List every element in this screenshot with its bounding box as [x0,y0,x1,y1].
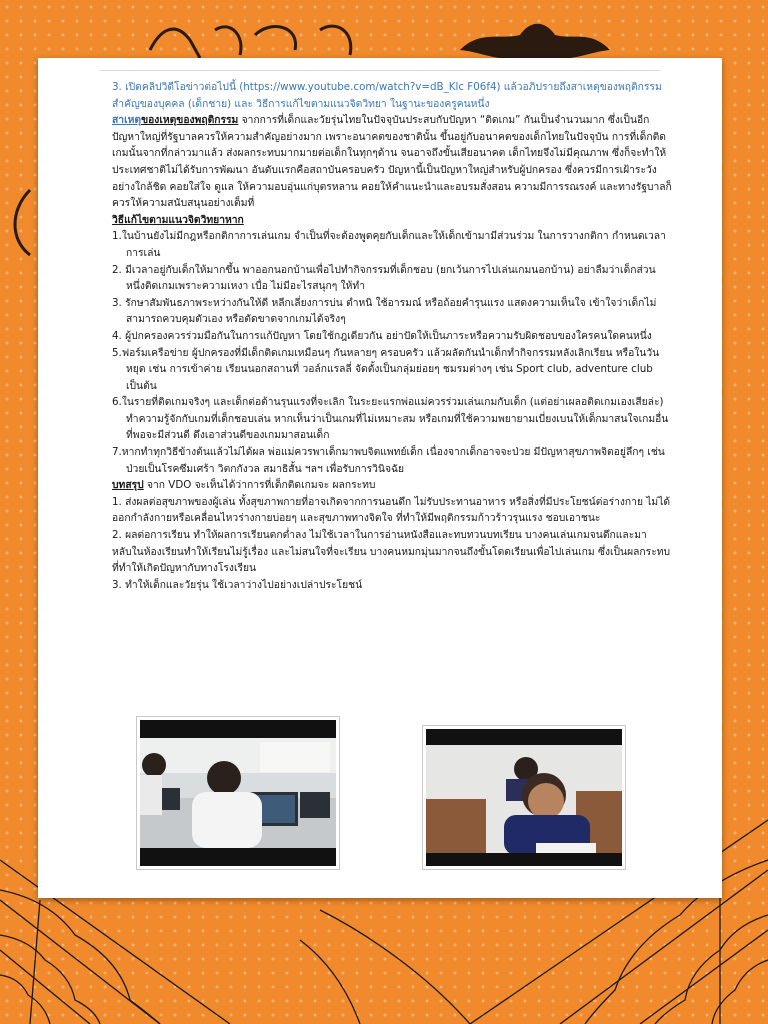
cause-body: จากการที่เด็กและวัยรุ่นไทยในปัจจุบันประสบกับปัญหา “ติดเกม” กันเป็นจำนวนมาก ซึ่งเป็นอีกปัญหาใหญ่ที่รัฐบาลควรให้ความสำคัญอย่างมาก เพราะอนาคตของชาตินั้น ขึ้นอยู่กับอนาคตของเด็กไทยในปัจจุบัน การที่เด็กติดเกมนั้นจากที่กล่าวมาแล้ว ส่งผลกระทบมากมายต่อเด็กในทุกๆด้าน จนอาจถึงขั้นเสียอนาคต เด็กไทยจึงไม่มีคุณภาพ ซึ่งก็จะทำให้ประเทศชาติไม่ได้รับการพัฒนา อันดับแรกคือสถาบันครอบครัว ปัญหานี้เป็นปัญหาใหญ่สำหรับผู้ปกครอง ซึ่งควรมีการเฝ้าระวังอย่างใกล้ชิด คอยใส่ใจ ดูแล ให้ความอบอุ่นแก่บุตรหลาน คอยให้คำแนะนำและอบรมสั่งสอน ความมีการรณรงค์ และทางรัฐบาลก็ควรให้ความสนับสนุนอย่างเต็มที่ [112,114,672,210]
photo-student-writing [422,725,626,870]
cause-paragraph [112,112,672,212]
summary-intro: จาก VDO จะเห็นได้ว่าการที่เด็กติดเกมจะ ผลกระทบ [143,479,376,492]
solution-title: วิธีแก้ไขตามแนวจิตวิทยาหาก [112,213,244,226]
summary-item: 1. ส่งผลต่อสุขภาพของผู้เล่น ทั้งสุขภาพกายที่อาจเกิดจากการนอนดึก ไม่รับประทานอาหาร หรือสิ่งที่มีประโยชน์ต่อร่างกาย ไม่ได้ออกกำลังกายหรือเคลื่อนไหวร่างกายบ่อยๆ และสุขภาพทางจิตใจ ที่ทำให้มีพฤติกรรมก้าวร้าวรุนแรง ชอบเอาชนะ [112,495,671,525]
solution-item: 5.ฟอร์มเครือข่าย ผู้ปกครองที่มีเด็กติดเกมเหมือนๆ กันหลายๆ ครอบครัว แล้วผลัดกันนำเด็กทำกิจกรรมหลังเลิกเรียน หรือในวันหยุด เช่น การเข้าค่าย เรียนนอกสถานที่ วอล์กแรลลี่ จัดตั้งเป็นกลุ่มย่อยๆ ชมรมต่างๆ เช่น Sport club, adventure club เป็นต้น [112,346,660,392]
solution-item: 7.หากทำทุกวิธีข้างต้นแล้วไม่ได้ผล พ่อแม่ควรพาเด็กมาพบจิตแพทย์เด็ก เนื่องจากเด็กอาจจะป่วย มีปัญหาสุขภาพจิตอยู่ลึกๆ เช่น ป่วยเป็นโรคซึมเศร้า วิตกกังวล สมาธิสั้น ฯลฯ เพื่อรับการวินิจฉัย [112,446,665,475]
bat-icon [460,24,610,62]
top-divider [100,70,660,71]
solution-item: 3. รักษาสัมพันธภาพระหว่างกันให้ดี หลีกเลี่ยงการบ่น ตำหนิ ใช้อารมณ์ หรือถ้อยคำรุนแรง แสดงความเห็นใจ เข้าใจว่าเด็กไม่สามารถควบคุมตัวเอง หรือตัดขาดจากเกมได้จริงๆ [112,296,657,326]
student-writing-image [426,729,622,866]
document-page [38,58,722,898]
photo-computer-classroom [136,716,340,870]
script-lettering-shape-3 [15,190,30,255]
solution-item: 1.ในบ้านยังไม่มีกฎหรือกติกาการเล่นเกม จำเป็นที่จะต้องพูดคุยกับเด็กและให้เด็กเข้ามามีส่วนร่วม ในการวางกติกา กำหนดเวลาการเล่น [112,230,666,259]
solution-item: 4. ผู้ปกครองควรร่วมมือกันในการแก้ปัญหา โดยใช้กฎเดียวกัน อย่าปัดให้เป็นภาระหรือความรับผิดชอบของใครคนใดคนหนึ่ง [112,329,652,342]
document-text [112,79,672,593]
cause-label: ของเหตุของพฤติกรรม [141,114,239,127]
solution-item: 2. มีเวลาอยู่กับเด็กให้มากขึ้น พาออกนอกบ้านเพื่อไปทำกิจกรรมที่เด็กชอบ (ยกเว้นการไปเล่นเกมนอกบ้าน) อย่าลืมว่าเด็กส่วนหนึ่งติดเกมเพราะความเหงา เบื่อ ไม่มีอะไรสนุกๆ ให้ทำ [112,263,656,293]
cause-label-blue: สาเหตุ [112,114,142,127]
assignment-heading: 3. เปิดคลิปวิดีโอข่าวต่อไปนี้ (https://www.youtube.com/watch?v=dB_Klc F06f4) แล้วอภิปรายถึงสาเหตุของพฤติกรรมสำคัญของบุคคล (เด็กชาย) และ วิธีการแก้ไขตามแนวจิตวิทยา ในฐานะของครูคนหนึ่ง [112,81,662,110]
script-lettering-shape-2 [255,26,351,55]
summary-item: 2. ผลต่อการเรียน ทำให้ผลการเรียนตกต่ำลง ไม่ใช้เวลาในการอ่านหนังสือและทบทวนบทเรียน บางคนเล่นเกมจนดึกและมาหลับในห้องเรียนทำให้เรียนไม่รู้เรื่อง และไม่สนใจที่จะเรียน บางคนหมกมุ่นมากจนถึงขั้นโดดเรียนเพื่อไปเล่นเกม ซึ่งเป็นผลกระทบที่ทำให้เกิดปัญหากับทางโรงเรียน [112,529,671,575]
summary-paragraph [112,477,672,494]
summary-title: บทสรุป [112,479,144,492]
summary-item: 3. ทำให้เด็กและวัยรุ่น ใช้เวลาว่างไปอย่างเปล่าประโยชน์ [112,578,363,591]
solution-item: 6.ในรายที่ติดเกมจริงๆ และเด็กต่อต้านรุนแรงที่จะเลิก ในระยะแรกพ่อแม่ควรร่วมเล่นเกมกับเด็ก (แต่อย่าเผลอติดเกมเองเสียล่ะ) ทำความรู้จักกับเกมที่เด็กชอบเล่น หากเห็นว่าเป็นเกมที่ไม่เหมาะสม หรือเกมที่ใช้ความพยายามเบี่ยงเบนให้เด็กมาสนใจเกมอื่นที่พอจะมีส่วนดี ดึงเอาส่วนดีของเกมมาสอนเด็ก [112,396,669,442]
classroom-computer-image [140,720,336,866]
script-lettering-shape [150,27,241,58]
